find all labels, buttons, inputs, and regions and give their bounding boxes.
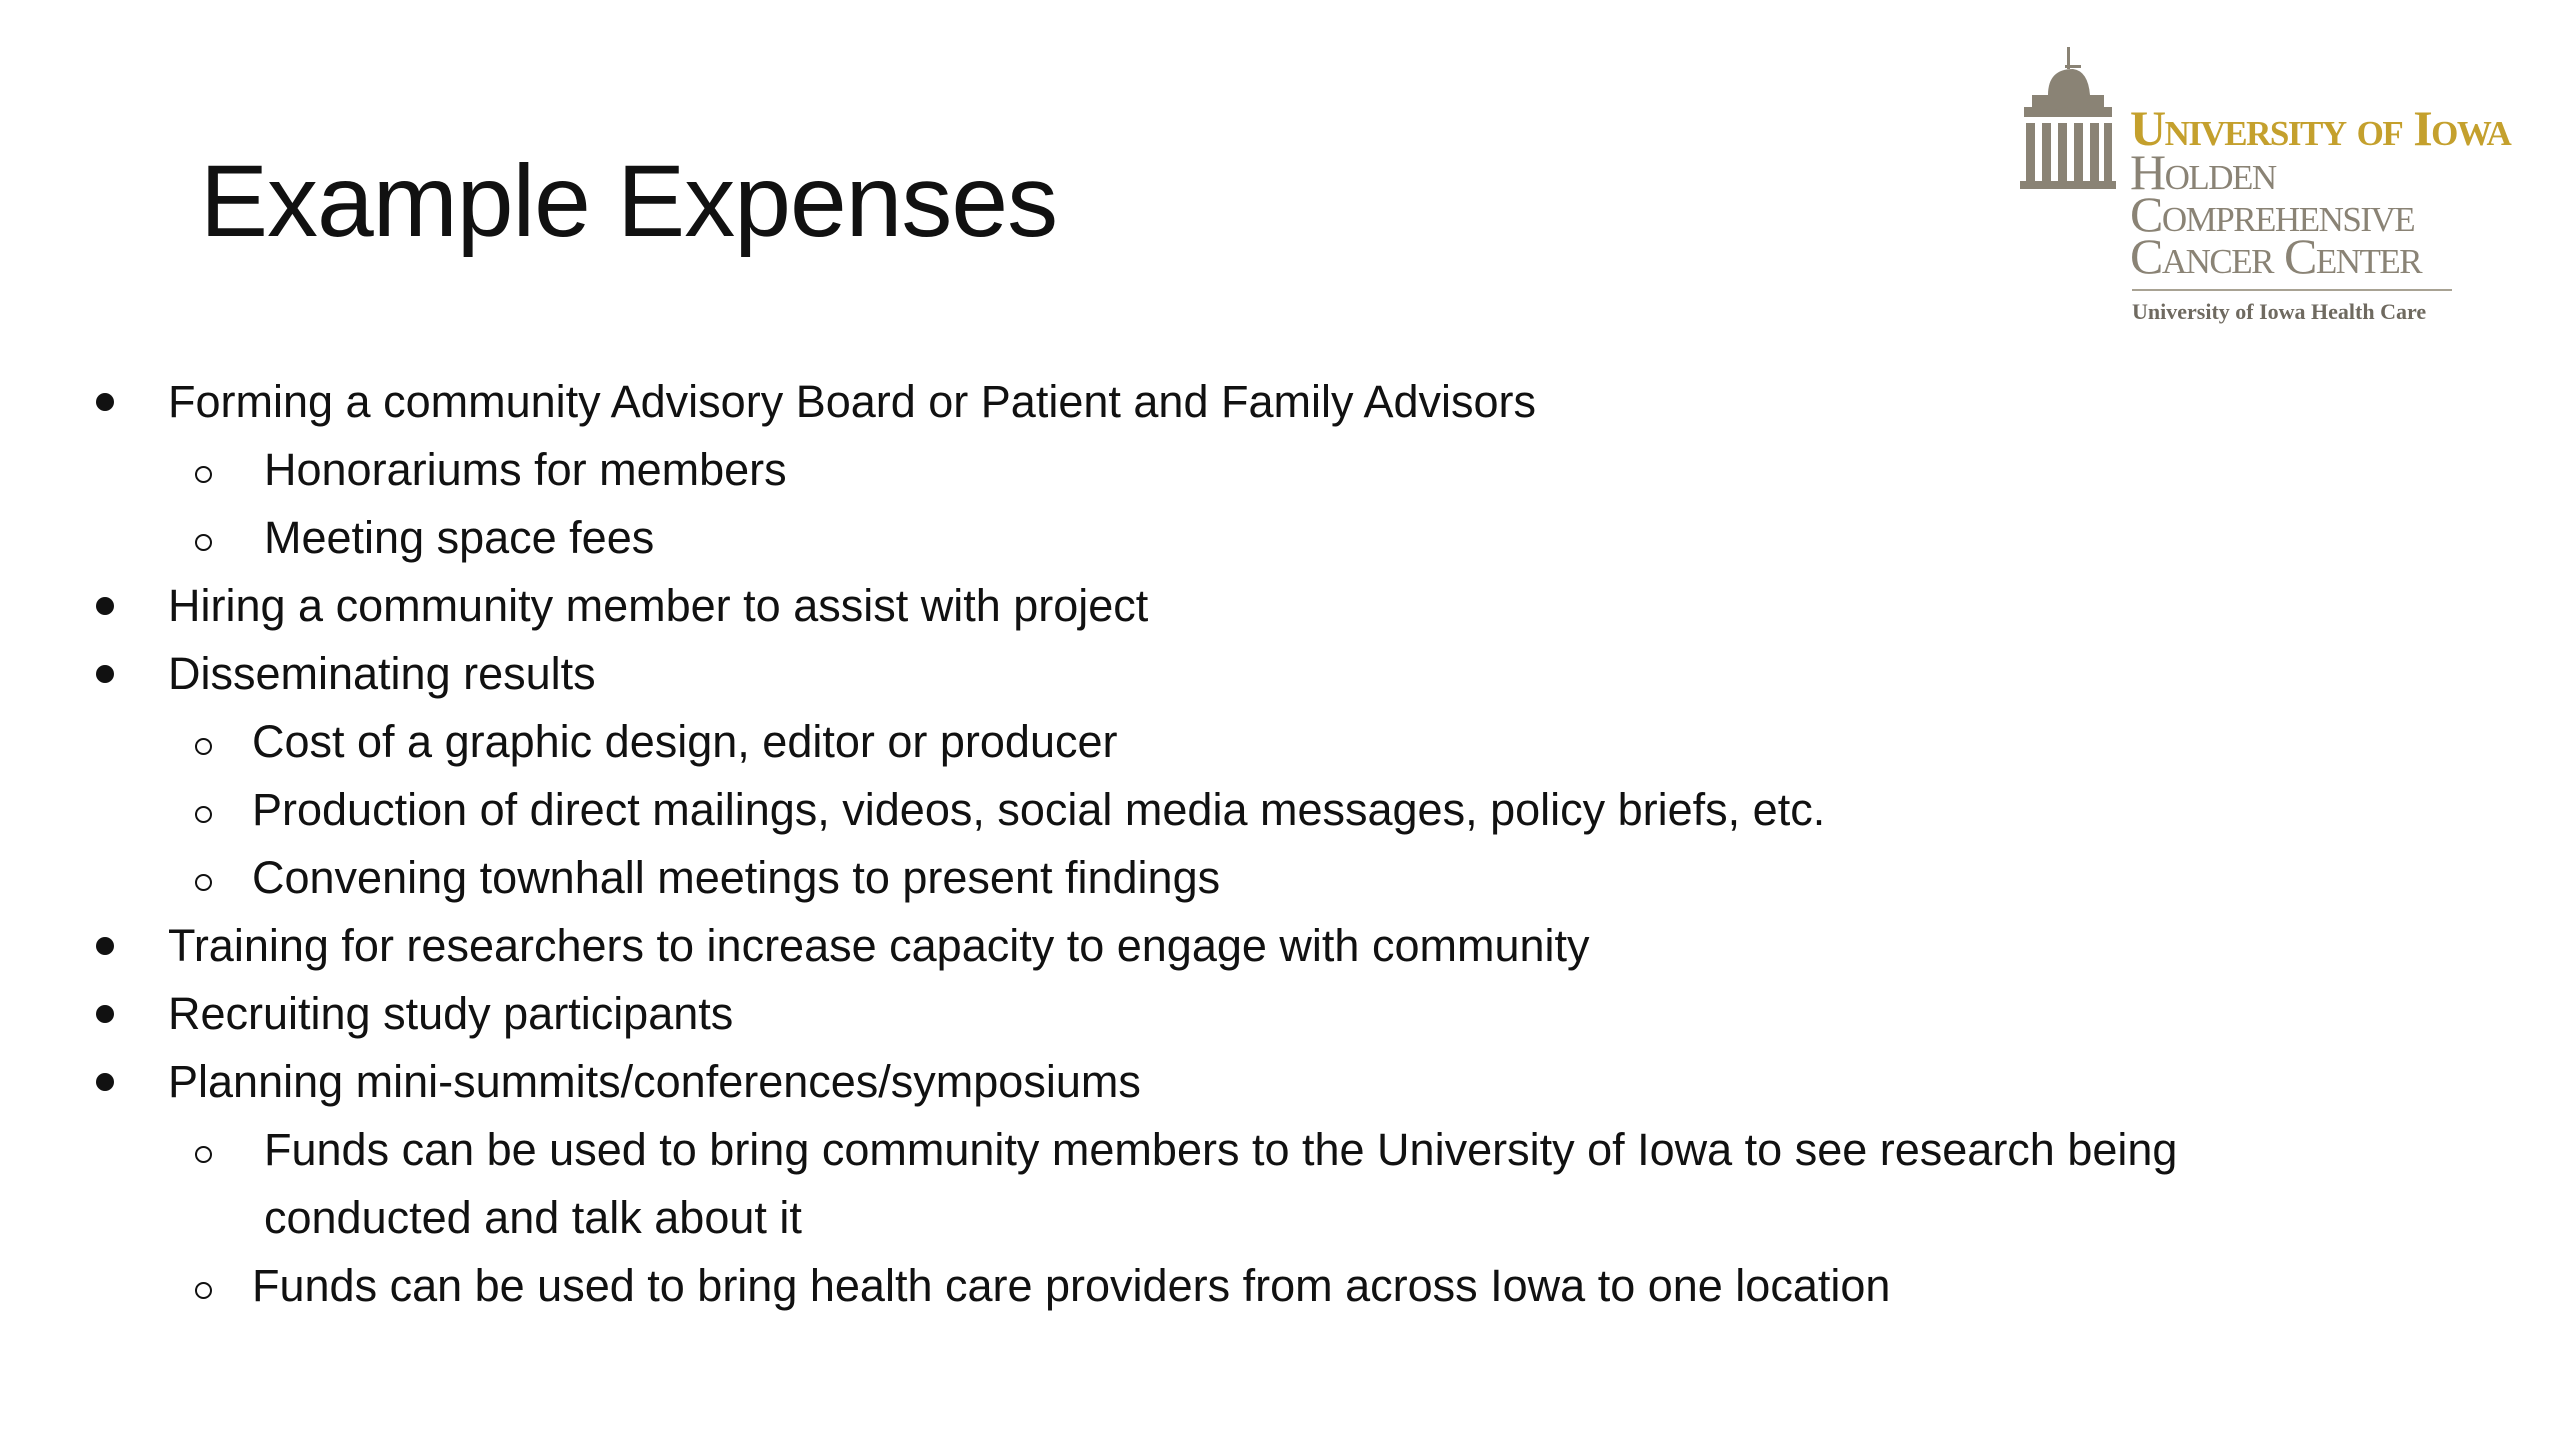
bullet-text: Hiring a community member to assist with project: [168, 580, 1149, 631]
logo-line-comprehensive: Comprehensive: [2130, 186, 2415, 242]
sub-bullet-text: conducted and talk about it: [264, 1192, 802, 1243]
logo-line-holden: Holden: [2130, 144, 2276, 200]
bullet-circle-icon: [195, 738, 212, 755]
bullet-text: Recruiting study participants: [168, 988, 734, 1039]
bullet-dot-icon: [96, 937, 114, 955]
logo-university-name: University of Iowa: [2130, 100, 2511, 156]
sub-bullet-text: Cost of a graphic design, editor or producer: [252, 716, 1118, 767]
bullet-circle-icon: [195, 534, 212, 551]
sub-bullet-text: Funds can be used to bring health care providers from across Iowa to one location: [252, 1260, 1891, 1311]
old-capitol-dome-icon: [2018, 45, 2118, 195]
bullet-circle-icon: [195, 1282, 212, 1299]
bullet-text: Planning mini-summits/conferences/symposiums: [168, 1056, 1141, 1107]
slide-title: Example Expenses: [200, 144, 1058, 258]
bullet-text: Forming a community Advisory Board or Patient and Family Advisors: [168, 376, 1537, 427]
university-logo: [2018, 45, 2538, 335]
logo-wordmark: [2130, 100, 2511, 325]
logo-divider: [2132, 289, 2452, 291]
bullet-circle-icon: [195, 806, 212, 823]
bullet-circle-icon: [195, 466, 212, 483]
bullet-circle-icon: [195, 1146, 212, 1163]
bullet-text: Training for researchers to increase capacity to engage with community: [168, 920, 1590, 971]
bullet-dot-icon: [96, 665, 114, 683]
logo-subtitle: University of Iowa Health Care: [2132, 299, 2427, 324]
bullet-text: Disseminating results: [168, 648, 596, 699]
logo-line-cancer-center: Cancer Center: [2130, 228, 2422, 284]
bullet-dot-icon: [96, 393, 114, 411]
bullet-dot-icon: [96, 1073, 114, 1091]
sub-bullet-text: Funds can be used to bring community members to the University of Iowa to see research being: [264, 1124, 2178, 1175]
bullet-dot-icon: [96, 1005, 114, 1023]
sub-bullet-text: Production of direct mailings, videos, social media messages, policy briefs, etc.: [252, 784, 1826, 835]
sub-bullet-text: Honorariums for members: [264, 444, 787, 495]
sub-bullet-text: Meeting space fees: [264, 512, 655, 563]
bullet-circle-icon: [195, 874, 212, 891]
bullet-dot-icon: [96, 597, 114, 615]
sub-bullet-text: Convening townhall meetings to present findings: [252, 852, 1221, 903]
